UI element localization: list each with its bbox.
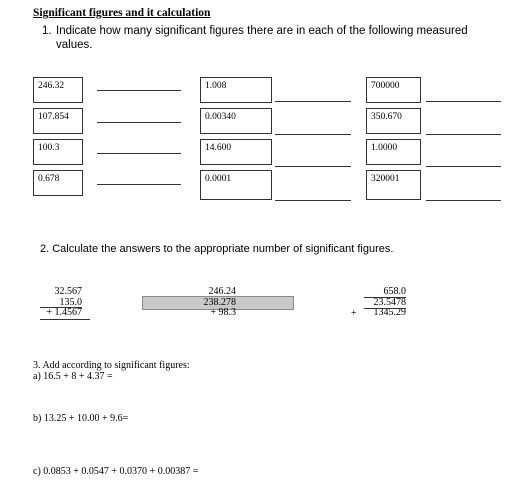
question-1-number: 1.: [42, 25, 52, 37]
value-cell-r4-c1: 0.678: [33, 170, 83, 196]
worksheet-title: Significant figures and it calculation: [33, 7, 211, 19]
answer-blank[interactable]: [426, 134, 501, 135]
sum-a-rule: [40, 307, 82, 308]
sum-a-line: 135.0: [59, 296, 82, 308]
sum-c-line: 658.0: [383, 286, 406, 297]
sum-b-line: 238.278: [203, 296, 236, 308]
answer-blank[interactable]: [97, 90, 181, 91]
value-cell-r1-c1: 246.32: [33, 77, 83, 103]
answer-blank[interactable]: [275, 134, 351, 135]
sum-a: [40, 287, 82, 319]
sum-c: [364, 287, 406, 319]
sum-c-line: 1345.29: [373, 307, 406, 318]
value-cell-r4-c2: 0.0001: [200, 170, 272, 200]
sum-c-rule: [364, 297, 406, 298]
value-cell-r1-c2: 1.008: [200, 77, 272, 103]
sum-b-line: 246.24: [208, 286, 236, 297]
question-3-heading: 3. Add according to significant figures:: [33, 360, 190, 371]
value-cell-r2-c2: 0.00340: [200, 108, 272, 134]
value-cell-r3-c2: 14.600: [200, 139, 272, 165]
question-1-text: Indicate how many significant figures there are in each of the following measured values.: [56, 25, 468, 51]
value-cell-r3-c1: 100.3: [33, 139, 83, 165]
answer-blank[interactable]: [275, 200, 351, 201]
sum-c-rule: [364, 308, 406, 309]
answer-blank[interactable]: [426, 200, 501, 201]
question-3-b: b) 13.25 + 10.00 + 9.6=: [33, 413, 129, 424]
answer-blank[interactable]: [426, 101, 501, 102]
value-cell-r2-c1: 107.854: [33, 108, 83, 134]
sum-a-rule: [40, 319, 90, 320]
value-cell-r4-c3: 320001: [366, 170, 421, 200]
sum-c-line: 23.5478: [373, 296, 406, 308]
answer-blank[interactable]: [426, 166, 501, 167]
sum-b: [200, 287, 236, 319]
question-3-c: c) 0.0853 + 0.0547 + 0.0370 + 0.00387 =: [33, 466, 199, 477]
question-2-text: 2. Calculate the answers to the appropriate number of significant figures.: [40, 243, 394, 255]
answer-blank[interactable]: [97, 153, 181, 154]
question-3-a: a) 16.5 + 8 + 4.37 =: [33, 371, 113, 382]
sum-a-line: 32.567: [54, 286, 82, 297]
sum-b-line: + 98.3: [210, 307, 236, 318]
answer-blank[interactable]: [275, 101, 351, 102]
value-cell-r1-c3: 700000: [366, 77, 421, 103]
answer-blank[interactable]: [97, 122, 181, 123]
question-3: [33, 360, 190, 382]
value-cell-r2-c3: 350.670: [366, 108, 421, 134]
sum-a-line: + 1.4567: [46, 307, 82, 318]
sum-c-plus: +: [351, 308, 357, 319]
answer-blank[interactable]: [275, 166, 351, 167]
value-cell-r3-c3: 1.0000: [366, 139, 421, 165]
answer-blank[interactable]: [97, 184, 181, 185]
